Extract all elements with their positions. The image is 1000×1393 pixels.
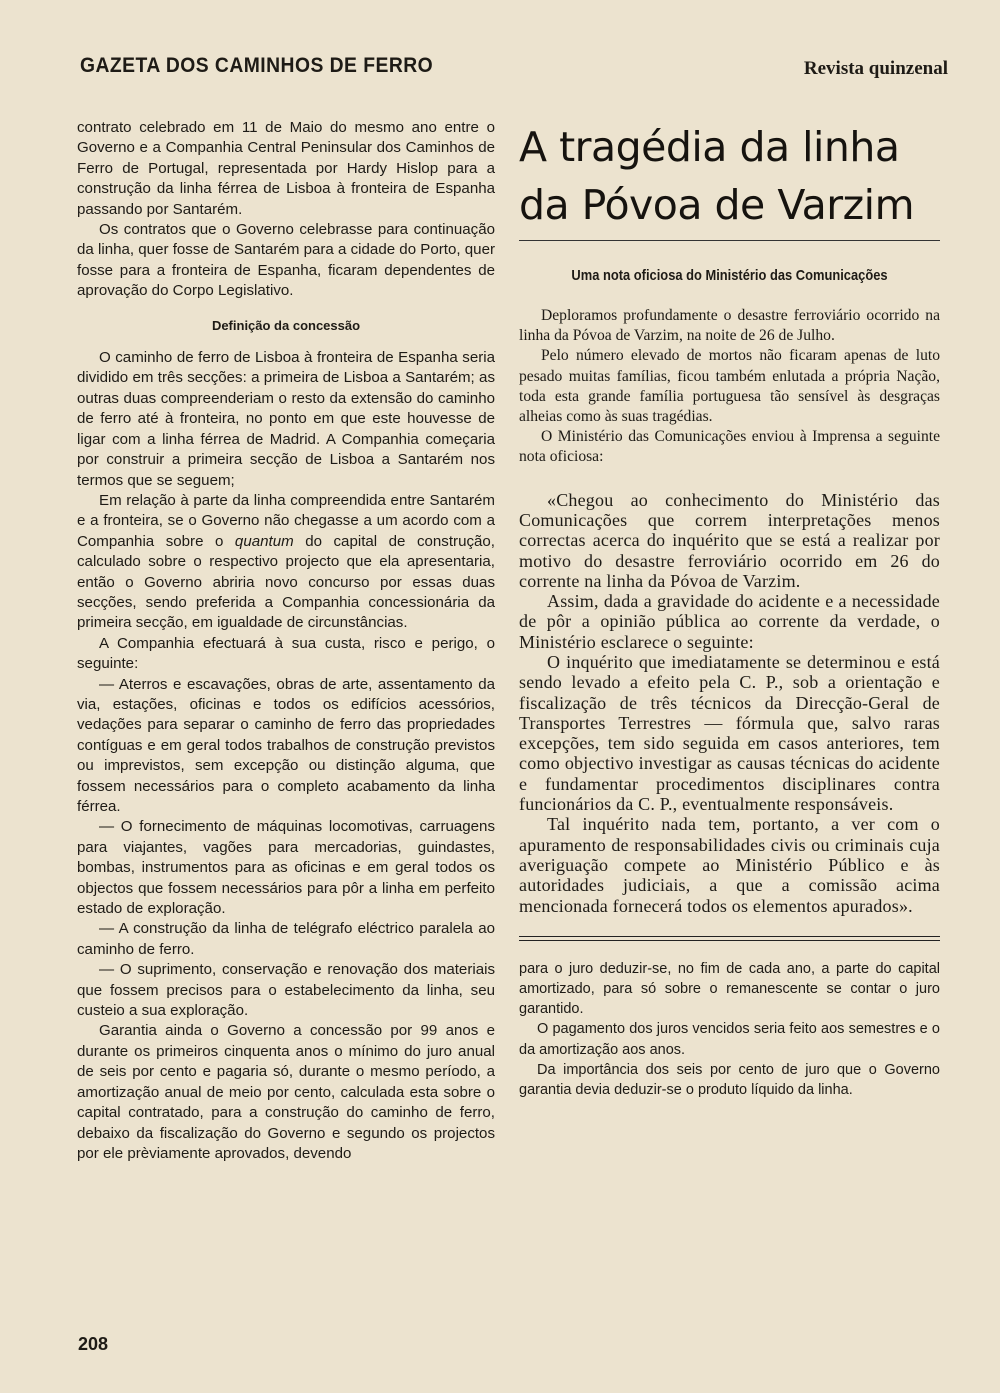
paragraph: Os contratos que o Governo celebrasse para continuação da linha, quer fosse de Santarém para a cidade do Porto, quer fosse para a fronteira de Espanha, ficaram dependentes de aprovação do Corpo Legislativo. [77,221,495,300]
right-column [519,118,940,1100]
paragraph [77,491,495,634]
paragraph: Tal inquérito nada tem, portanto, a ver com o apuramento de responsabilidades civis ou criminais cuja averiguação compete ao Ministério Público e às autoridades judiciais, a que a comissão acima mencionada fornecerá todos os elementos apurados». [519,814,940,916]
italic-term: quantum [234,532,294,550]
left-column [77,118,495,1164]
paragraph: «Chegou ao conhecimento do Ministério das Comunicações que correm interpretações menos correctas acerca do inquérito que se está a realizar por motivo do desastre ferroviário ocorrido em 26 do corrente na linha da Póvoa de Varzim. [519,489,940,591]
continuation-text [519,959,940,1100]
paragraph: — Aterros e escavações, obras de arte, assentamento da via, estações, oficinas e todos os edifícios acessórios, vedações para separar o caminho de ferro das propriedades contíguas e em geral todos trabalhos de construção previstos ou imprevistos, sem excepção ou distinção alguma, que fossem necessários para o completo acabamento da linha férrea. [77,675,495,815]
paragraph: Pelo número elevado de mortos não ficaram apenas de luto pesado muitas famílias, ficou também enlutada a própria Nação, toda esta grande família portuguesa tão sensível às desgraças alheias como às suas tragédias. [519,347,940,426]
article-intro [519,306,940,468]
paragraph: O Ministério das Comunicações enviou à Imprensa a seguinte nota oficiosa: [519,428,940,466]
paragraph: Deploramos profundamente o desastre ferroviário ocorrido na linha da Póvoa de Varzim, na noite de 26 de Julho. [519,307,940,345]
paragraph: — O suprimento, conservação e renovação dos materiais que fossem precisos para o estabelecimento da linha, seu custeio a sua exploração. [77,961,495,1020]
paragraph: contrato celebrado em 11 de Maio do mesmo ano entre o Governo e a Companhia Central Peninsular dos Caminhos de Ferro de Portugal, representada por Hardy Hislop para a construção da linha férrea de Lisboa à fronteira de Espanha passando por Santarém. [77,119,495,218]
paragraph: O caminho de ferro de Lisboa à fronteira de Espanha seria dividido em três secções: a primeira de Lisboa a Santarém; as outras duas compreenderiam o resto da extensão do caminho de ferro até à fronteira, no ponto em que este houvesse de ligar com a linha férrea de Madrid. A Companhia começaria por construir a primeira secção de Lisboa a Santarém nos termos que se seguem; [77,349,495,489]
article-subtitle: Uma nota oficiosa do Ministério das Comunicações [571,267,888,284]
page-number: 208 [78,1334,109,1354]
article-title-line-2: da Póvoa de Varzim [519,181,915,229]
official-note [519,490,940,916]
title-divider [519,240,940,241]
paragraph: Assim, dada a gravidade do acidente e a necessidade de pôr a opinião pública ao corrente da verdade, o Ministério esclarece o seguinte: [519,591,940,652]
text-span: do capital de construção, calculado sobre o respectivo projecto que ela apresentaria, então o Governo abriria novo concurso por essas duas secções, sendo preferida a Companhia concessionária da primeira secção, em igualdade de circunstâncias. [77,532,495,632]
journal-title: GAZETA DOS CAMINHOS DE FERRO [80,54,434,77]
article-title-line-1: A tragédia da linha [519,123,900,171]
paragraph: — A construção da linha de telégrafo eléctrico paralela ao caminho de ferro. [77,920,495,958]
paragraph: O pagamento dos juros vencidos seria feito aos semestres e o da amortização aos anos. [519,1021,940,1058]
text-span: Em relação à parte da linha compreendida entre Santarém e a fronteira, se o Governo não chegasse a um acordo com a Companhia sobre o [77,491,495,550]
journal-subtitle: Revista quinzenal [803,58,948,79]
paragraph: — O fornecimento de máquinas locomotivas, carruagens para viajantes, vagões para mercadorias, guindastes, bombas, instrumentos para as oficinas e em geral todos os objectos que fossem necessários para pôr a linha em perfeito estado de exploração. [77,818,495,918]
section-heading: Definição da concessão [211,317,361,333]
paragraph: para o juro deduzir-se, no fim de cada ano, a parte do capital amortizado, para só sobre o remanescente se contar o juro garantido. [519,960,940,1018]
paragraph: O inquérito que imediatamente se determinou e está sendo levado a efeito pela C. P., sob a orientação e fiscalização de três técnicos da Direcção-Geral de Transportes Terrestres — fórmula que, salvo raras excepções, tem sido seguida em casos anteriores, tem como objectivo investigar as causas técnicas do acidente e fundamentar procedimentos disciplinares contra funcionários da C. P., eventualmente responsáveis. [519,652,940,815]
paragraph: Da importância dos seis por cento de juro que o Governo garantia devia deduzir-se o produto líquido da linha. [519,1061,940,1099]
double-divider [519,936,940,941]
paragraph: A Companhia efectuará à sua custa, risco e perigo, o seguinte: [77,634,495,673]
paragraph: Garantia ainda o Governo a concessão por 99 anos e durante os primeiros cinquenta anos o mínimo do juro anual de seis por cento e pagaria só, durante o mesmo período, a amortização anual de meio por cento, calculada esta sobre o capital contratado, para a construção do caminho de ferro, debaixo da fiscalização do Governo e segundo os projectos por ele prèviamente aprovados, devendo [77,1022,495,1162]
